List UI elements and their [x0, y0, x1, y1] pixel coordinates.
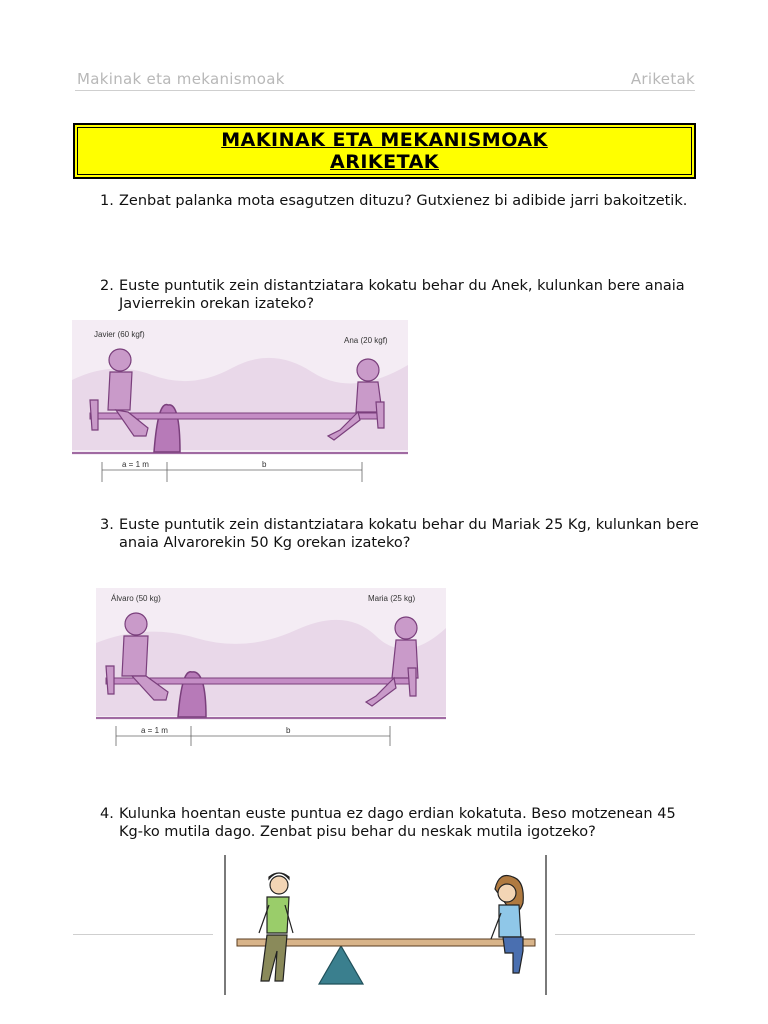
- question-text: Zenbat palanka mota esagutzen dituzu? Gutxienez bi adibide jarri bakoitzetik.: [119, 193, 688, 209]
- question-4: [100, 805, 700, 841]
- figure2-right-label: Maria (25 kg): [368, 594, 416, 603]
- title-line-1: MAKINAK ETA MEKANISMOAK: [221, 129, 548, 151]
- question-3: [100, 516, 700, 552]
- footer-line-left: [73, 934, 213, 935]
- question-number: 1.: [100, 193, 114, 209]
- footer-line-right: [555, 934, 695, 935]
- girl-figure: [491, 876, 523, 974]
- question-text: Kulunka hoentan euste puntua ez dago erdian kokatuta. Beso motzenean 45 Kg-ko mutila dago. Zenbat pisu behar du neskak mutila igotzeko?: [119, 806, 676, 840]
- seesaw-figure-1: [72, 320, 408, 482]
- fulcrum-triangle: [319, 946, 363, 984]
- figure2-left-label: Álvaro (50 kg): [111, 594, 161, 603]
- seesaw-figure-3: [223, 855, 548, 995]
- figure1-dist-a: a = 1 m: [122, 460, 149, 469]
- boy-figure: [259, 873, 293, 981]
- question-number: 3.: [100, 517, 114, 533]
- question-number: 4.: [100, 806, 114, 822]
- title-line-2: ARIKETAK: [329, 151, 440, 173]
- question-text: Euste puntutik zein distantziatara kokatu behar du Anek, kulunkan bere anaia Javierrekin orekan izateko?: [119, 278, 685, 312]
- question-1: [100, 192, 700, 210]
- figure1-right-label: Ana (20 kgf): [344, 336, 388, 345]
- figure1-left-label: Javier (60 kgf): [94, 330, 145, 339]
- header-right-text: Ariketak: [630, 70, 695, 88]
- page-header: [75, 70, 695, 91]
- question-number: 2.: [100, 278, 114, 294]
- seesaw-figure-2: [96, 588, 446, 748]
- figure1-dist-b: b: [262, 460, 267, 469]
- title-box: [73, 123, 696, 179]
- figure2-dist-a: a = 1 m: [141, 726, 168, 735]
- header-left-text: Makinak eta mekanismoak: [77, 70, 285, 88]
- question-text: Euste puntutik zein distantziatara kokatu behar du Mariak 25 Kg, kulunkan bere anaia Alvarorekin 50 Kg orekan izateko?: [119, 517, 699, 551]
- question-2: [100, 277, 700, 313]
- figure2-dist-b: b: [286, 726, 291, 735]
